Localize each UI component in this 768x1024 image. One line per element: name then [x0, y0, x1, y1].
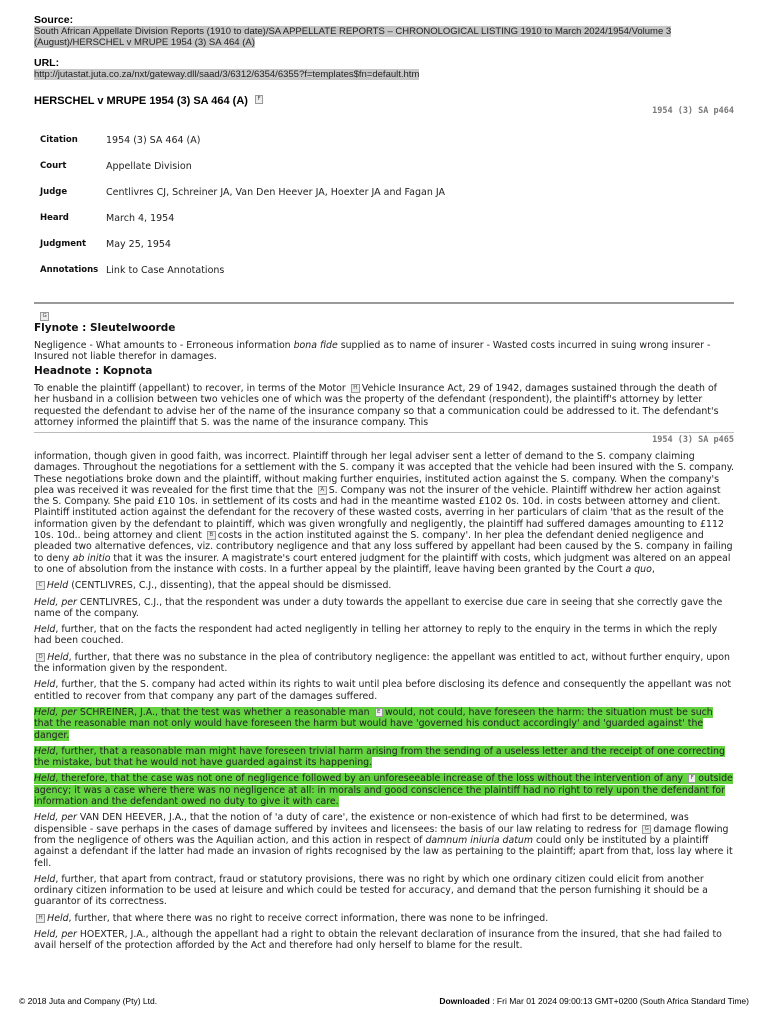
- meta-value: Centlivres CJ, Schreiner JA, Van Den Heever JA, Hoexter JA and Fagan JA: [106, 186, 445, 198]
- url-link[interactable]: http://jutastat.juta.co.za/nxt/gateway.dll/saad/3/6312/6354/6355?f=templates$fn=default.htm: [34, 69, 420, 80]
- held-paragraph: D Held, further, that there was no substance in the plea of contributory negligence: the appellant was entitled to act, without further enquiry, upon the information given by the respondent.: [34, 651, 730, 675]
- meta-row-judge: [40, 179, 730, 205]
- margin-marker-icon: D: [36, 653, 45, 662]
- annotations-link[interactable]: Link to Case Annotations: [106, 264, 225, 276]
- meta-key: Annotations: [40, 265, 99, 275]
- flynote-section: [34, 322, 734, 363]
- headnote-paragraph: information, though given in good faith, was incorrect. Plaintiff through her legal adviser sent a letter of demand to the S. company claiming damages. Throughout the negotiations for a settlement with the S. company it was accepted that the vehicle had been insured with the S. company. These negotiations broke down and the plaintiff, without making further enquiries, instituted action against the S. company. When the company's plea was received it was revealed for the first time that the A S. Company was not the insurer of the vehicle. Plaintiff withdrew her action against the S. Company. She paid £10 10s. in settlement of its costs and had in the meantime wasted £102 0s. 10d. in costs between attorney and client. Plaintiff instituted action against the defendant for the recovery of these wasted costs, averring in her particulars of claim 'that as the result of the information given by the defendant to plaintiff, which was given wrongfully and negligently, the plaintiff had suffered damages amounting to £112 10s. 10d.. being attorney and client B costs in the action instituted against the S. company'. In her plea the defendant denied negligence and pleaded two alternative defences, viz. contributory negligence and that any loss suffered by appellant had been caused by the S. company in failing to deny ab initio that it was the insurer. A magistrate's court entered judgment for the plaintiff with costs, which judgment was altered on an appeal to one of absolution from the instance with costs. In a further appeal by the plaintiff, leave having been granted by the Court a quo,: [34, 451, 734, 575]
- held-paragraph: Held, further, that the S. company had acted within its rights to wait until plea before disclosing its defence and consequently the appellant was not entitled to recover from that company any part of the damages suffered.: [34, 679, 732, 702]
- copyright-text: © 2018 Juta and Company (Pty) Ltd.: [19, 996, 158, 1006]
- margin-marker-icon: H: [351, 384, 360, 393]
- held-paragraph: Held, per VAN DEN HEEVER, J.A., that the notion of 'a duty of care', the existence or non-existence of which had first to be determined, was dispensible - save perhaps in the cases of damage suffered by invitees and licensees: the basis of our law relating to redress for G damage flowing from the negligence of others was the Aquilian action, and this action in respect of damnum iniuria datum could only be instituted by a plaintiff against a defendant if the latter had made an invasion of rights recognised by the law as pertaining to the plaintiff; apart from that, loss lay where it fell.: [34, 812, 733, 869]
- margin-marker-icon: H: [36, 914, 45, 923]
- section-divider: [34, 302, 734, 304]
- source-block: [34, 14, 734, 48]
- case-title: HERSCHEL v MRUPE 1954 (3) SA 464 (A): [34, 95, 248, 107]
- meta-key: Judgment: [40, 239, 87, 249]
- page-break-divider: [34, 432, 734, 433]
- download-stamp: Downloaded : Fri Mar 01 2024 09:00:13 GMT+0200 (South Africa Standard Time): [439, 996, 749, 1006]
- url-label: URL:: [34, 57, 60, 69]
- meta-row-heard: [40, 205, 730, 231]
- headnote-body: [34, 451, 734, 952]
- meta-value: May 25, 1954: [106, 238, 171, 250]
- held-paragraph-highlighted: Held, therefore, that the case was not one of negligence followed by an unforeseeable increase of the loss without the intervention of any F outside agency; it was a case where there was no negligence at all: in morals and good conscience the plaintiff had no right to rely upon the defendant for information and the defendant owed no duty to give it with care.: [34, 773, 733, 808]
- case-metadata-table: [40, 127, 730, 283]
- held-paragraph: Held, further, that apart from contract, fraud or statutory provisions, there was no right by which one ordinary citizen could elicit from another ordinary citizen information to be used at leisure and which could be tested for accuracy, and demand that the person furnishing it should be a guarantor of its correctness.: [34, 873, 708, 908]
- meta-row-court: [40, 153, 730, 179]
- margin-marker-icon: F: [688, 774, 696, 783]
- meta-key: Court: [40, 161, 67, 171]
- meta-value: Appellate Division: [106, 160, 192, 172]
- page-reference-464: 1954 (3) SA p464: [652, 106, 734, 116]
- headnote-paragraph: To enable the plaintiff (appellant) to recover, in terms of the Motor H Vehicle Insurance Act, 29 of 1942, damages sustained through the death of her husband in a collision between two vehicles one of which was the property of the defendant (respondent), the plaintiff's attorney by letter requested the defendant to advise her of the name of the insurance company so that a communication could be addressed to it. The defendant's attorney informed the plaintiff that S. was the name of the insurance company. This: [34, 383, 719, 428]
- held-paragraph: Held, per HOEXTER, J.A., although the appellant had a right to obtain the relevant declaration of insurance from the insured, that she had failed to avail herself of the protection afforded by the Act and therefore had only herself to blame for the result.: [34, 928, 722, 952]
- held-paragraph-highlighted: Held, per SCHREINER, J.A., that the test was whether a reasonable man E would, not could, have foreseen the harm: the situation must be such that the reasonable man not only would have foreseen the harm but would have 'governed his conduct accordingly' and 'guarded against' the danger.: [34, 706, 713, 741]
- flynote-text: Negligence - What amounts to - Erroneous information bona fide supplied as to name of insurer - Wasted costs incurred in suing wrong insurer - Insured not liable therefor in damages.: [34, 340, 711, 363]
- meta-row-citation: [40, 127, 730, 153]
- held-paragraph: Held, per CENTLIVRES, C.J., that the respondent was under a duty towards the appellant to exercise due care in seeing that she correctly gave the name of the company.: [34, 596, 723, 619]
- held-paragraph: Held, further, that on the facts the respondent had acted negligently in telling her attorney to reply to the enquiry in the terms in which the reply had been couched.: [34, 624, 718, 647]
- flynote-heading: Flynote : Sleutelwoorde: [34, 322, 176, 334]
- margin-marker-icon: C: [36, 581, 45, 590]
- margin-marker-icon: E: [375, 708, 383, 717]
- source-label: Source:: [34, 14, 74, 26]
- page-footer: [19, 996, 749, 1006]
- meta-row-annotations: [40, 257, 730, 283]
- margin-marker-icon: G: [40, 312, 49, 321]
- margin-marker-icon: A: [318, 486, 327, 495]
- meta-row-judgment: [40, 231, 730, 257]
- meta-value: 1954 (3) SA 464 (A): [106, 134, 201, 146]
- margin-marker-icon: F: [255, 95, 263, 104]
- url-block: [34, 57, 734, 80]
- meta-key: Judge: [40, 187, 68, 197]
- margin-marker-icon: B: [207, 531, 216, 540]
- headnote-section: [34, 365, 734, 428]
- held-paragraph: H Held, further, that where there was no right to receive correct information, there was none to be infringed.: [34, 913, 734, 924]
- meta-value: March 4, 1954: [106, 212, 175, 224]
- meta-key: Citation: [40, 135, 78, 145]
- margin-marker-icon: G: [642, 825, 651, 834]
- page-reference-465: 1954 (3) SA p465: [652, 435, 734, 445]
- held-paragraph: C Held (CENTLIVRES, C.J., dissenting), that the appeal should be dismissed.: [34, 580, 734, 591]
- headnote-heading: Headnote : Kopnota: [34, 365, 153, 377]
- held-paragraph-highlighted: Held, further, that a reasonable man might have foreseen trivial harm arising from the sending of a useless letter and the receipt of one correcting the mistake, but that he would not have guarded against its happening.: [34, 745, 725, 769]
- source-path-line1: South African Appellate Division Reports (1910 to date)/SA APPELLATE REPORTS – CHRONOLOGICAL LISTING 1910 to March 2024/1954/Volume 3: [34, 26, 672, 37]
- source-path-line2: (August)/HERSCHEL v MRUPE 1954 (3) SA 464 (A): [34, 37, 255, 48]
- meta-key: Heard: [40, 213, 69, 223]
